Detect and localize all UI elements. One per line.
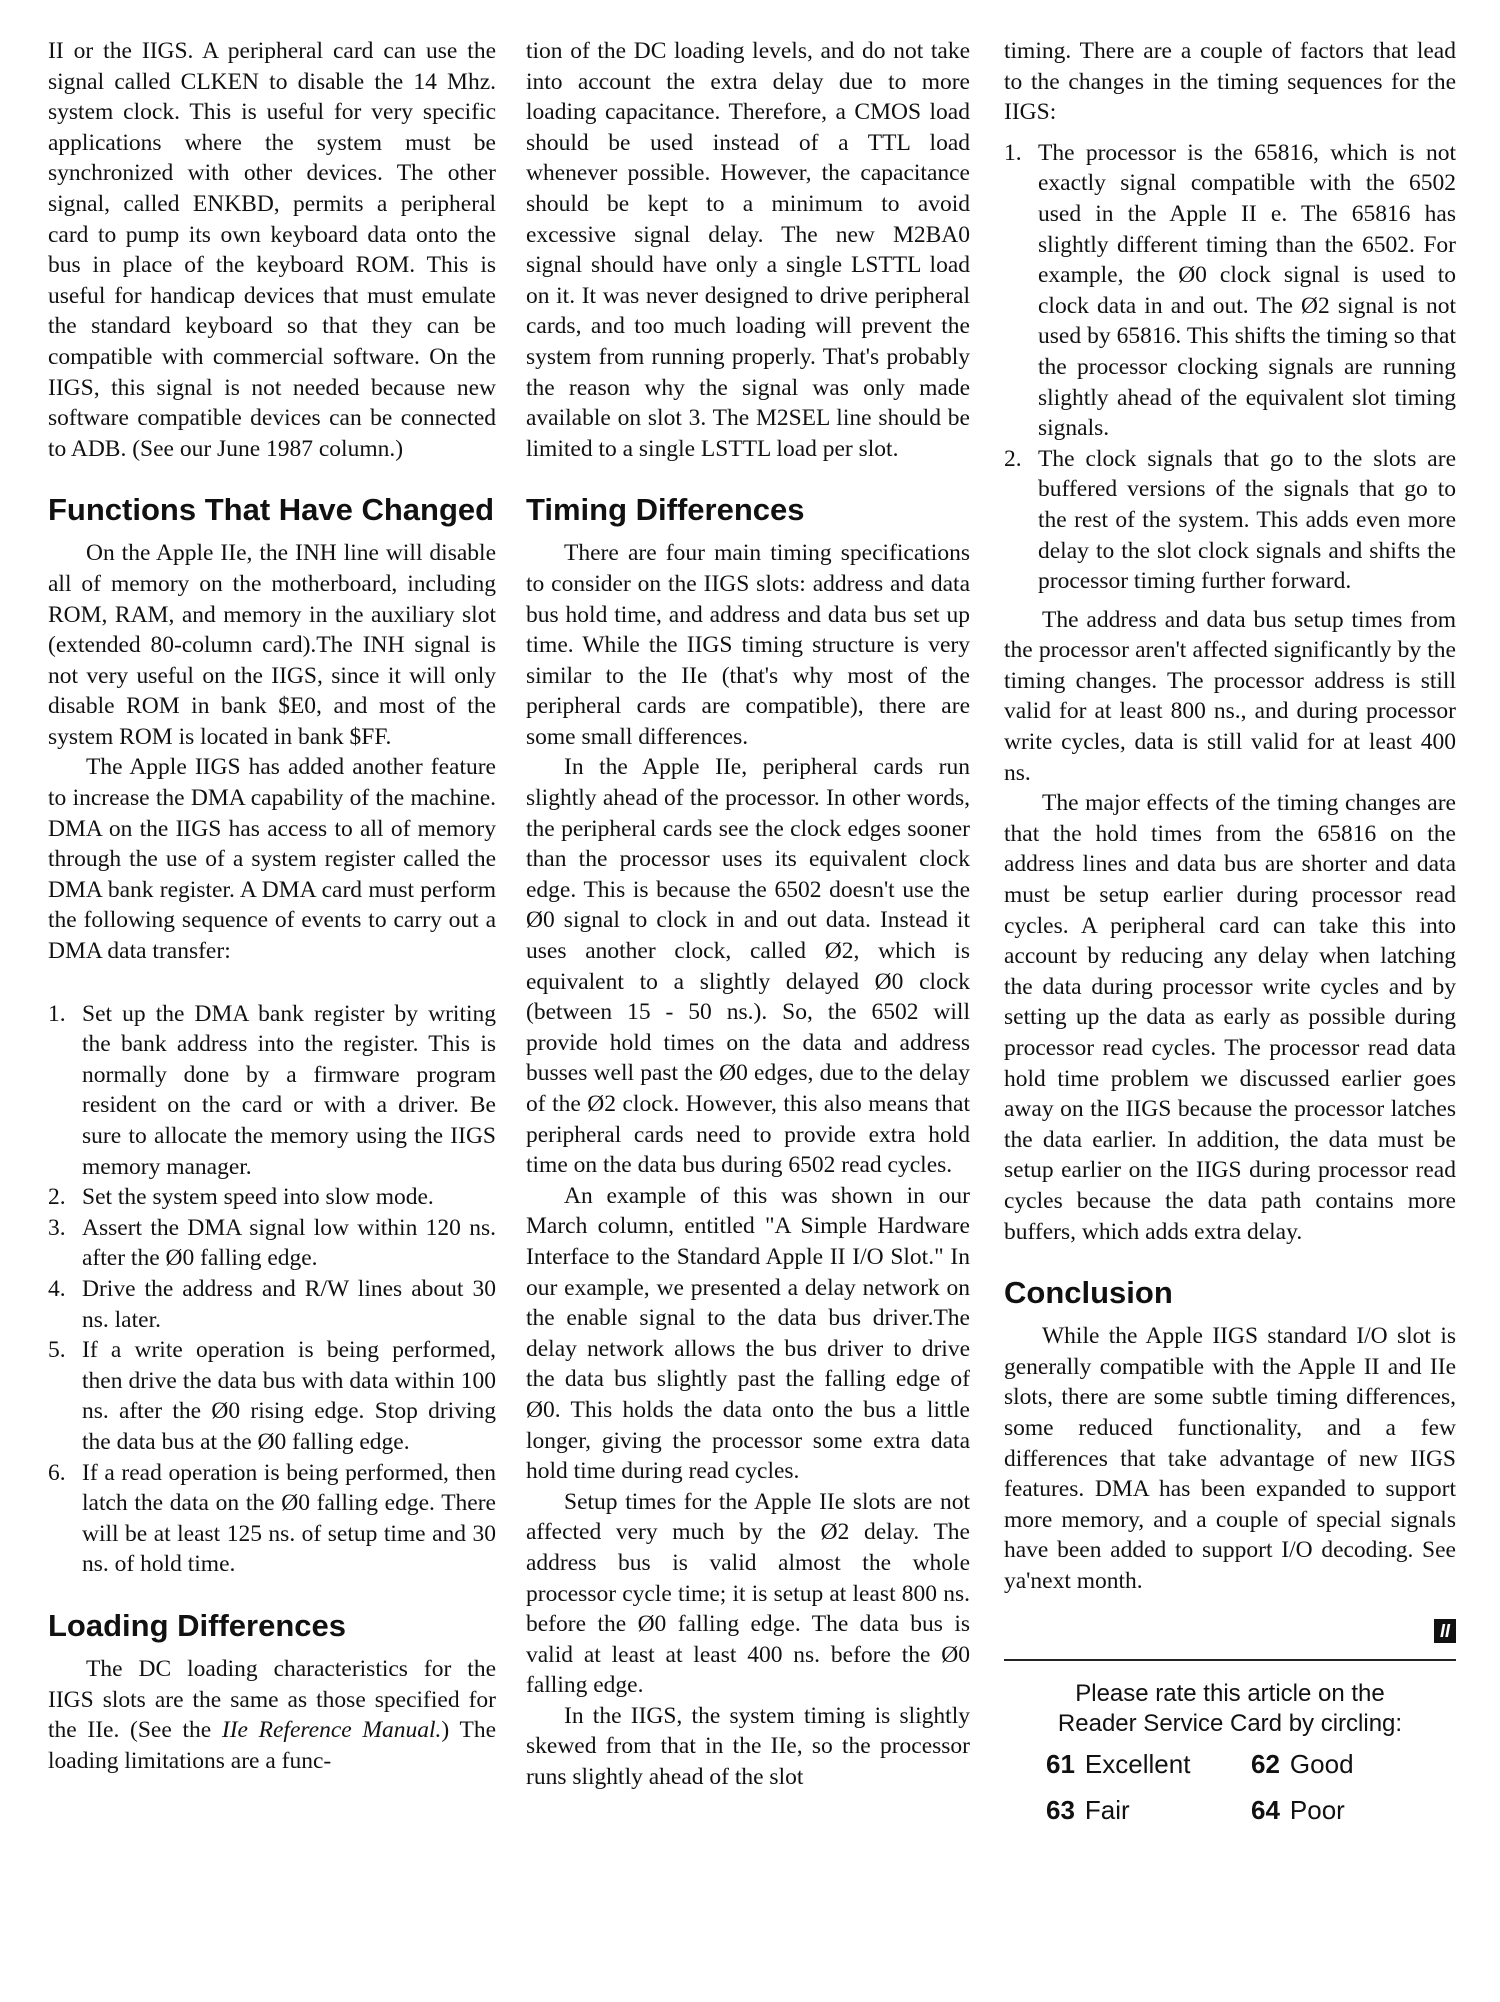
list-item: 4. Drive the address and R/W lines about 30 ns. later. bbox=[48, 1275, 496, 1333]
list-item: 6. If a read operation is being performed, then latch the data on the Ø0 falling edge. There will be at least 125 ns. of setup time and 30 ns. of hold time. bbox=[48, 1459, 496, 1578]
list-item: 5. If a write operation is being performed, then drive the data bus with data within 100 ns. after the Ø0 rising edge. Stop driving the data bus at the Ø0 falling edge. bbox=[48, 1337, 496, 1455]
rating-options bbox=[1046, 1749, 1456, 1826]
rate-prompt: Please rate this article on the Reader Service Card by circling: bbox=[1057, 1679, 1403, 1737]
rating-option-poor: 64 Poor bbox=[1251, 1795, 1345, 1826]
paragraph-conclusion: While the Apple IIGS standard I/O slot is generally compatible with the Apple II and IIe slots, there are some subtle timing differences, some reduced functionality, and a few differences that take advantage of new IIGS features. DMA has been expanded to support more memory, and a couple of special signals have been added to support I/O decoding. See ya'next month. bbox=[1004, 1323, 1456, 1594]
list-item: 2. Set the system speed into slow mode. bbox=[48, 1184, 434, 1211]
heading-timing-differences: Timing Differences bbox=[526, 492, 805, 528]
rating-option-good: 62 Good bbox=[1251, 1748, 1354, 1779]
heading-conclusion: Conclusion bbox=[1004, 1275, 1173, 1311]
paragraph-example: An example of this was shown in our March column, entitled "A Simple Hardware Interface to the Standard Apple II I/O Slot." In our example, we presented a delay network on the enable signal to the data bus driver.The delay network allows the bus driver to drive the data bus slightly past the falling edge of Ø0. This holds the data onto the bus a little longer, giving the processor some extra data hold time during read cycles. bbox=[526, 1182, 970, 1485]
paragraph-dc-loading: The DC loading characteristics for the IIGS slots are the same as those specified for the IIe. (See the IIe Reference Manual.) The loading limitations are a func- bbox=[48, 1655, 496, 1774]
list-item: 3. Assert the DMA signal low within 120 ns. after the Ø0 falling edge. bbox=[48, 1214, 496, 1272]
list-item: 2. The clock signals that go to the slots are buffered versions of the signals that go to the rest of the system. This adds even more delay to the slot clock signals and shifts the processor timing further forward. bbox=[1004, 445, 1456, 595]
paragraph-four-specs: There are four main timing specifications to consider on the IIGS slots: address and data bus hold time, and address and data bus set up time. While the IIGS timing structure is very similar to the IIe (that's why most of the peripheral cards are compatible), there are some small differences. bbox=[526, 540, 970, 750]
heading-loading-differences: Loading Differences bbox=[48, 1607, 346, 1643]
paragraph-clken-enkbd: II or the IIGS. A peripheral card can use the signal called CLKEN to disable the 14 Mhz. system clock. This is useful for very specific applications where the system must be synchronized with other devices. The other signal, called ENKBD, permits a peripheral card to pump its own keyboard data onto the bus in place of the keyboard ROM. This is useful for handicap devices that must emulate the standard keyboard so that they can be compatible with commercial software. On the IIGS, this signal is not needed because new software compatible devices can be connected to ADB. (See our June 1987 column.) bbox=[48, 38, 496, 462]
paragraph-timing-cont: timing. There are a couple of factors that lead to the changes in the timing sequences for the IIGS: bbox=[1004, 38, 1456, 126]
paragraph-dma: The Apple IIGS has added another feature to increase the DMA capability of the machine. DMA on the IIGS has access to all of memory through the use of a system register called the DMA bank register. A DMA card must perform the following sequence of events to carry out a DMA data transfer: bbox=[48, 754, 496, 965]
paragraph-setup-unaffected: The address and data bus setup times from the processor aren't affected significantly by the timing changes. The processor address is still valid for at least 800 ns., and during processor write cycles, data is still valid for at least 400 ns. bbox=[1004, 606, 1456, 786]
divider bbox=[1004, 1659, 1456, 1661]
paragraph-setup-times: Setup times for the Apple IIe slots are not affected very much by the Ø2 delay. The address bus is valid almost the whole processor cycle time; it is setup at least 800 ns. before the Ø0 falling edge. The data bus is valid at least at least 400 ns. before the Ø0 falling edge. bbox=[526, 1488, 970, 1699]
paragraph-major-effects: The major effects of the timing changes are that the hold times from the 65816 on the address lines and data bus are shorter and data must be setup earlier during processor read cycles. A peripheral card can take this into account by reducing any delay when latching the data during processor write cycles and by setting up the data as early as possible during processor read cycles. The processor read data hold time problem we discussed earlier goes away on the IIGS because the processor latches the data earlier. In addition, the data must be setup earlier on the IIGS during processor read cycles because the data path contains more buffers, which adds extra delay. bbox=[1004, 790, 1456, 1245]
timing-factors-list bbox=[1004, 138, 1456, 597]
heading-functions-changed: Functions That Have Changed bbox=[48, 492, 495, 528]
dma-steps-list bbox=[48, 999, 496, 1580]
column-3 bbox=[1004, 36, 1456, 1826]
paragraph-iigs-skew: In the IIGS, the system timing is slightly skewed from that in the IIe, so the processor runs slightly ahead of the slot bbox=[526, 1702, 970, 1791]
rating-option-excellent: 61 Excellent bbox=[1046, 1748, 1191, 1779]
rating-option-fair: 63 Fair bbox=[1046, 1795, 1130, 1826]
list-item: 1. The processor is the 65816, which is not exactly signal compatible with the 6502 used in the Apple II e. The 65816 has slightly different timing than the 6502. For example, the Ø0 clock signal is used to clock data in and out. The Ø2 signal is not used by 65816. This shifts the timing so that the processor clocking signals are running slightly ahead of the equivalent slot timing signals. bbox=[1004, 139, 1456, 442]
list-item: 1. Set up the DMA bank register by writing the bank address into the register. This is normally done by a firmware program resident on the card or with a driver. Be sure to allocate the memory using the IIGS memory manager. bbox=[48, 1000, 496, 1180]
paragraph-inh: On the Apple IIe, the INH line will disable all of memory on the motherboard, including ROM, RAM, and memory in the auxiliary slot (extended 80-column card).The INH signal is not very useful on the IIGS, since it will only disable ROM in bank $E0, and most of the system ROM is located in bank $FF. bbox=[48, 540, 496, 750]
end-of-article-mark: II bbox=[1004, 1615, 1456, 1645]
paragraph-cards-ahead: In the Apple IIe, peripheral cards run slightly ahead of the processor. In other words, the peripheral cards see the clock edges sooner than the processor uses its equivalent clock edge. This is because the 6502 doesn't use the Ø0 signal to clock in and out data. Instead it uses another clock, called Ø2, which is equivalent to a slightly delayed Ø0 clock (between 15 - 50 ns.). So, the 6502 will provide hold times on the data and address busses well past the Ø0 edges, due to the delay of the Ø2 clock. However, this also means that peripheral cards need to provide extra hold time on the data bus during 6502 read cycles. bbox=[526, 754, 970, 1179]
paragraph-loading-cont: tion of the DC loading levels, and do not take into account the extra delay due to more loading capacitance. Therefore, a CMOS load should be used instead of a TTL load whenever possible. However, the capacitance should be kept to a minimum to avoid excessive signal delay. The new M2BA0 signal should have only a single LSTTL load on it. It was never designed to drive peripheral cards, and too much loading will prevent the system from running properly. That's probably the reason why the signal was only made available on slot 3. The M2SEL line should be limited to a single LSTTL load per slot. bbox=[526, 38, 970, 462]
column-2 bbox=[526, 36, 970, 1793]
column-1 bbox=[48, 36, 496, 1776]
